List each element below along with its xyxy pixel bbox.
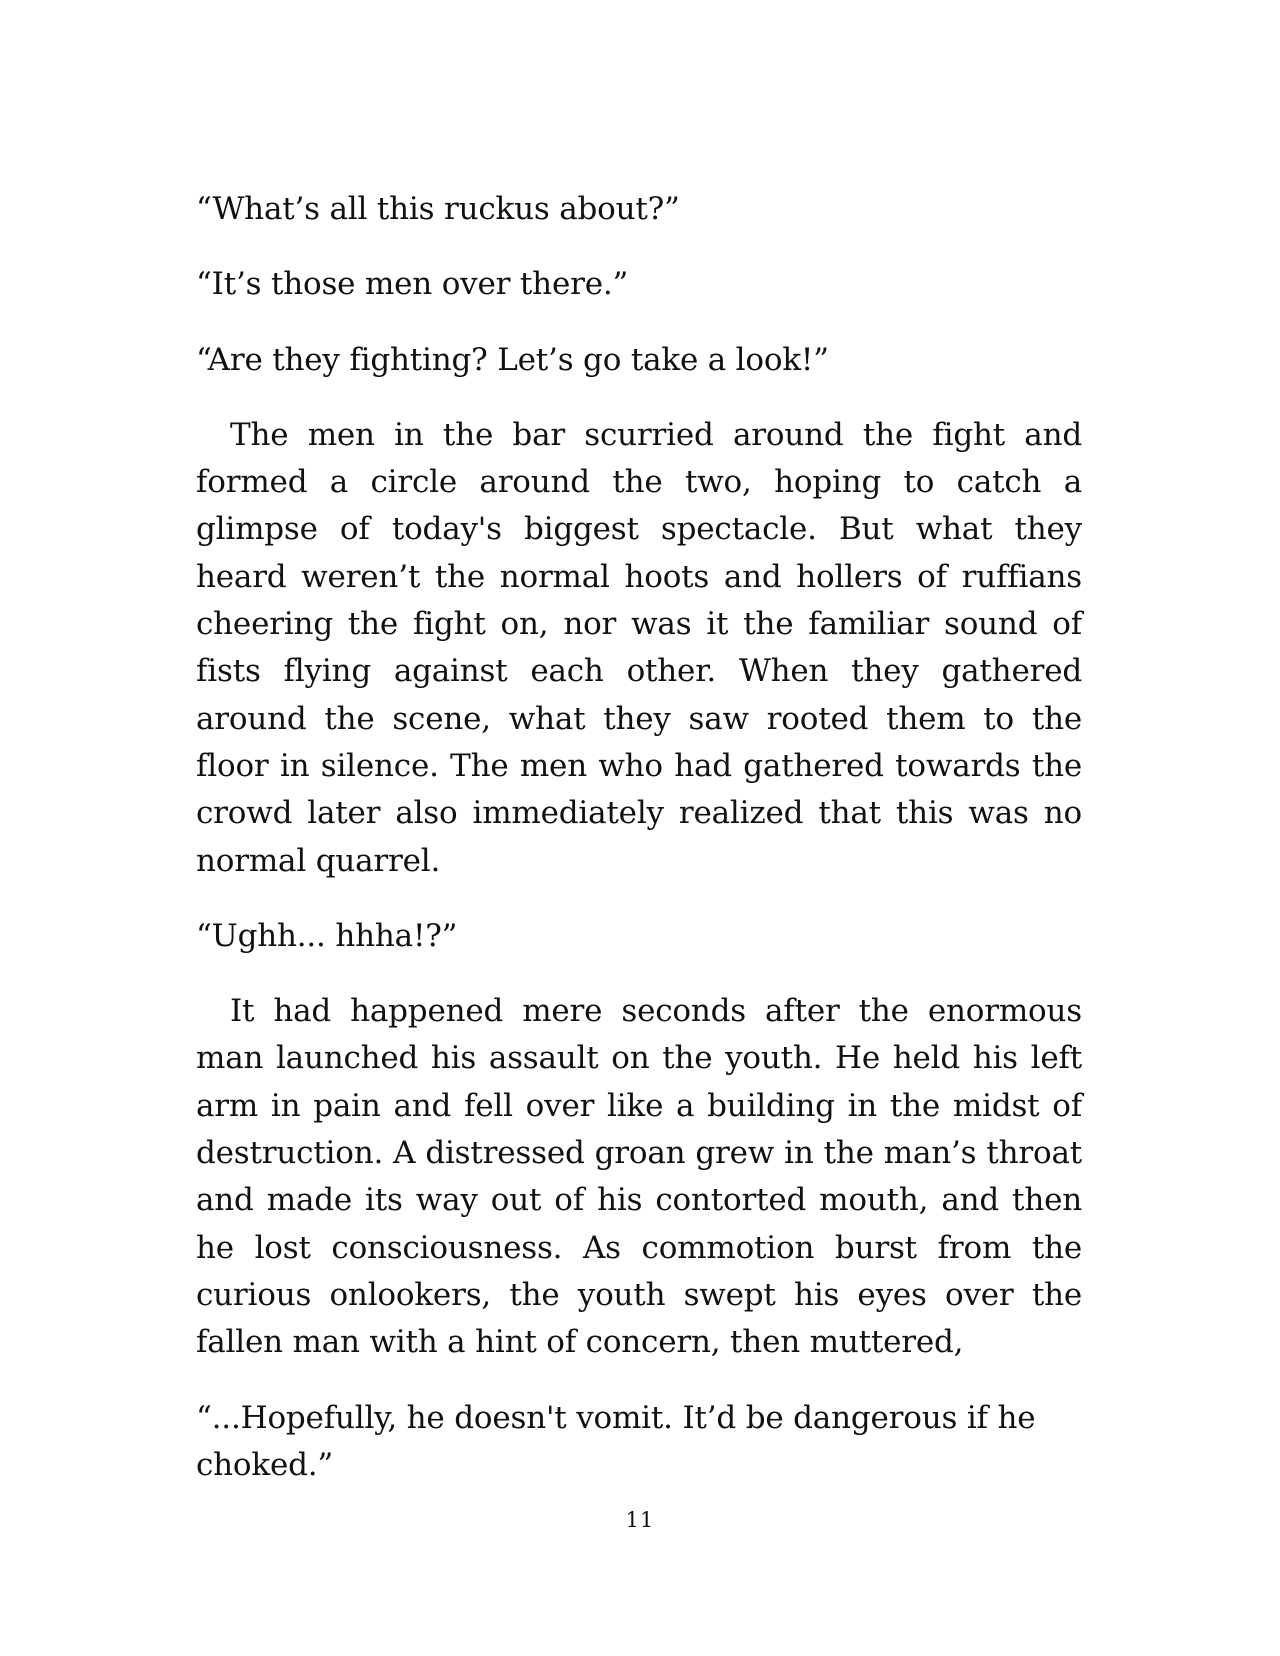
page-body-text [196, 186, 1082, 1489]
dialogue-line-4: “Ughh... hhha!?” [196, 917, 458, 954]
narration-paragraph-2: It had happened mere seconds after the enormous man launched his assault on the youth. He held his left arm in pain and fell over like a building in the midst of destruction. A distressed groan grew in the man’s throat and made its way out of his contorted mouth, and then he lost consciousness. As commotion burst from the curious onlookers, the youth swept his eyes over the fallen man with a hint of concern, then muttered, [196, 993, 1082, 1361]
narration-paragraph-1: The men in the bar scurried around the fight and formed a circle around the two, hoping to catch a glimpse of today's biggest spectacle. But what they heard weren’t the normal hoots and hollers of ruffians cheering the fight on, nor was it the familiar sound of fists flying against each other. When they gathered around the scene, what they saw rooted them to the floor in silence. The men who had gathered towards the crowd later also immediately realized that this was no normal quarrel. [196, 416, 1082, 879]
dialogue-line-3: “Are they fighting? Let’s go take a look!” [196, 341, 829, 378]
dialogue-line-2: “It’s those men over there.” [196, 266, 629, 303]
dialogue-line-1: “What’s all this ruckus about?” [196, 191, 680, 227]
dialogue-line-5: “...Hopefully, he doesn't vomit. It’d be dangerous if he choked.” [196, 1399, 1036, 1483]
page-number: 11 [625, 1508, 655, 1532]
